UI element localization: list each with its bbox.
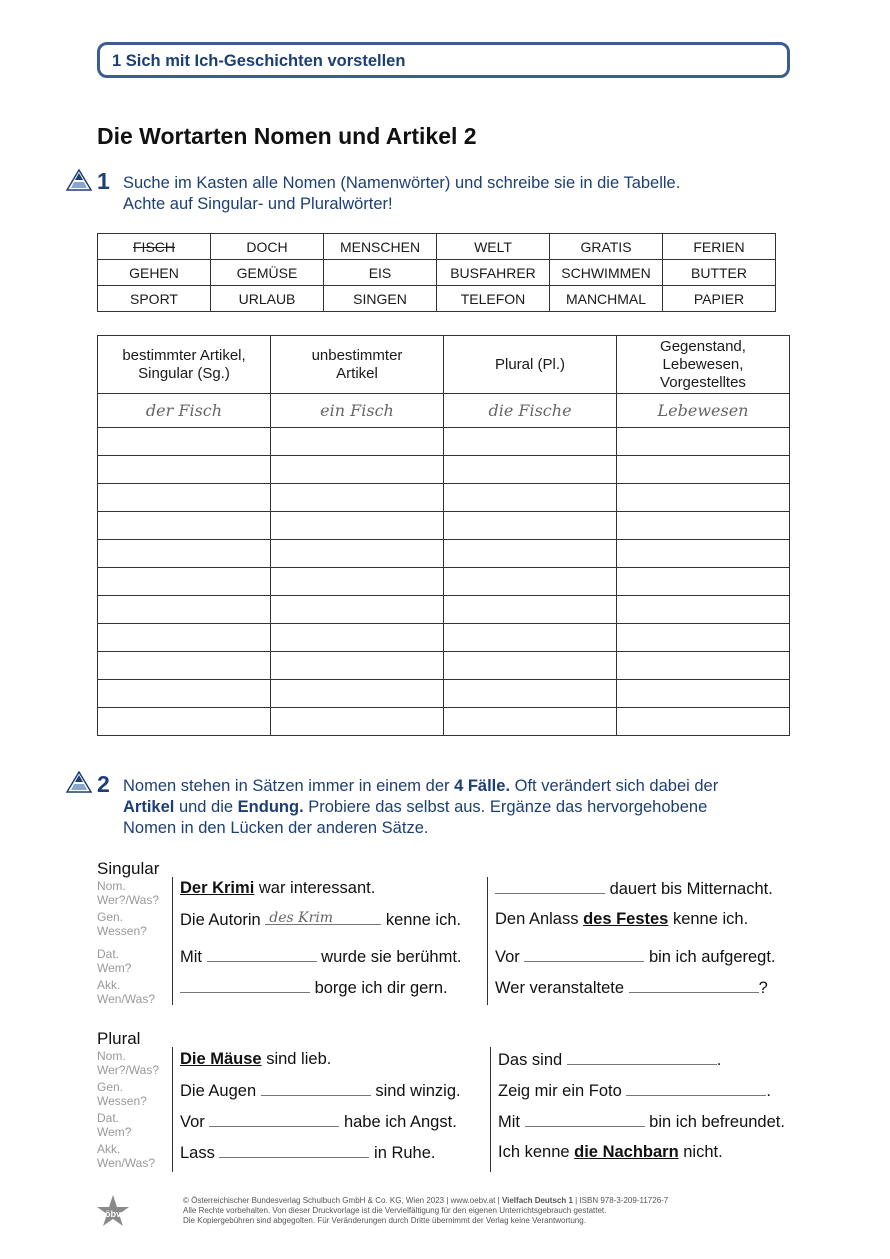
answer-cell[interactable] [444, 596, 617, 624]
answer-cell[interactable] [98, 428, 271, 456]
answer-cell[interactable] [98, 652, 271, 680]
chapter-title: 1 Sich mit Ich-Geschichten vorstellen [112, 52, 406, 70]
word-cell: BUSFAHRER [437, 260, 550, 286]
word-cell: URLAUB [211, 286, 324, 312]
example-indefinite: ein Fisch [271, 394, 444, 428]
example-plural: die Fische [444, 394, 617, 428]
column-divider [172, 1047, 173, 1172]
plural-right-nom: Das sind . [498, 1051, 722, 1069]
footer-line-1: © Österreichischer Bundesverlag Schulbuch GmbH & Co. KG, Wien 2023 | www.oebv.at | Vielfach Deutsch 1 | ISBN 978-3-209-11726-7 [183, 1196, 669, 1205]
word-cell: WELT [437, 234, 550, 260]
task-2-line-2: Artikel und die Endung. Probiere das selbst aus. Ergänze das hervorgehobene [123, 798, 708, 816]
case-label-dat: Dat. Wem? [97, 1111, 132, 1139]
answer-cell[interactable] [271, 484, 444, 512]
task-1-line-1: Suche im Kasten alle Nomen (Namenwörter) und schreibe sie in die Tabelle. [123, 174, 681, 192]
answer-blank[interactable] [525, 1112, 645, 1127]
answer-cell[interactable] [98, 596, 271, 624]
answer-cell[interactable] [98, 568, 271, 596]
answer-cell[interactable] [617, 456, 790, 484]
answer-row [98, 652, 790, 680]
word-cell: BUTTER [663, 260, 776, 286]
singular-right-gen: Den Anlass des Festes kenne ich. [495, 910, 749, 928]
answer-blank[interactable] [219, 1143, 369, 1158]
word-cell: FISCH [98, 234, 211, 260]
word-cell: GEHEN [98, 260, 211, 286]
answer-blank[interactable] [626, 1081, 766, 1096]
word-box [97, 233, 776, 312]
answer-cell[interactable] [271, 456, 444, 484]
answer-cell[interactable] [617, 624, 790, 652]
word-cell: FERIEN [663, 234, 776, 260]
answer-cell[interactable] [617, 680, 790, 708]
answer-cell[interactable] [444, 652, 617, 680]
word-cell: DOCH [211, 234, 324, 260]
answer-blank[interactable]: des Krim [265, 910, 381, 925]
singular-right-dat: Vor bin ich aufgeregt. [495, 948, 776, 966]
answer-cell[interactable] [98, 512, 271, 540]
answer-cell[interactable] [271, 624, 444, 652]
answer-cell[interactable] [617, 652, 790, 680]
answer-cell[interactable] [444, 680, 617, 708]
page-title: Die Wortarten Nomen und Artikel 2 [97, 123, 477, 149]
case-label-akk: Akk. Wen/Was? [97, 978, 156, 1006]
column-header-plural: Plural (Pl.) [444, 336, 617, 394]
answer-cell[interactable] [271, 596, 444, 624]
case-label-gen: Gen. Wessen? [97, 1080, 147, 1108]
word-cell: GRATIS [550, 234, 663, 260]
task-1-number: 1 [97, 168, 110, 194]
answer-cell[interactable] [617, 596, 790, 624]
case-label-dat: Dat. Wem? [97, 947, 132, 975]
case-label-akk: Akk. Wen/Was? [97, 1142, 156, 1170]
answer-row [98, 456, 790, 484]
footer-copyright [183, 1196, 668, 1226]
task-2-line-3: Nomen in den Lücken der anderen Sätze. [123, 819, 429, 837]
task-1-instructions [123, 173, 680, 215]
word-row [98, 234, 776, 260]
column-divider [172, 877, 173, 1005]
footer-line-2: Alle Rechte vorbehalten. Von dieser Druckvorlage ist die Vervielfältigung für den eigenen Unterrichtsgebrauch gestattet. [183, 1206, 607, 1215]
answer-cell[interactable] [444, 624, 617, 652]
plural-heading: Plural [97, 1029, 141, 1048]
plural-right-dat: Mit bin ich befreundet. [498, 1113, 785, 1131]
answer-cell[interactable] [271, 428, 444, 456]
answer-row [98, 540, 790, 568]
singular-right-nom: dauert bis Mitternacht. [495, 879, 773, 899]
task-2-line-1: Nomen stehen in Sätzen immer in einem der 4 Fälle. Oft verändert sich dabei der [123, 777, 719, 795]
word-cell: TELEFON [437, 286, 550, 312]
answer-table [97, 335, 790, 736]
plural-left-dat: Vor habe ich Angst. [180, 1113, 457, 1131]
answer-row [98, 596, 790, 624]
answer-cell[interactable] [98, 456, 271, 484]
word-cell: SINGEN [324, 286, 437, 312]
column-header-indefinite-article: unbestimmter Artikel [271, 336, 444, 394]
answer-row [98, 708, 790, 736]
answer-blank[interactable] [209, 1112, 339, 1127]
answer-cell[interactable] [444, 428, 617, 456]
answer-blank[interactable] [567, 1050, 717, 1065]
singular-left-nom: Der Krimi war interessant. [180, 879, 376, 897]
answer-cell[interactable] [271, 680, 444, 708]
word-cell: SCHWIMMEN [550, 260, 663, 286]
plural-left-nom: Die Mäuse sind lieb. [180, 1050, 332, 1068]
answer-cell[interactable] [98, 680, 271, 708]
answer-cell[interactable] [444, 568, 617, 596]
answer-cell[interactable] [98, 540, 271, 568]
difficulty-triangle-icon [66, 771, 92, 793]
answer-cell[interactable] [271, 540, 444, 568]
word-cell: MENSCHEN [324, 234, 437, 260]
answer-cell[interactable] [444, 708, 617, 736]
word-cell: GEMÜSE [211, 260, 324, 286]
task-1-line-2: Achte auf Singular- und Pluralwörter! [123, 195, 393, 213]
singular-right-akk: Wer veranstaltete ? [495, 979, 768, 997]
answer-cell[interactable] [444, 540, 617, 568]
answer-cell[interactable] [617, 540, 790, 568]
answer-cell[interactable] [617, 568, 790, 596]
example-definite: der Fisch [98, 394, 271, 428]
answer-blank[interactable] [180, 978, 310, 993]
answer-row [98, 428, 790, 456]
answer-cell[interactable] [271, 568, 444, 596]
answer-cell[interactable] [444, 484, 617, 512]
plural-right-akk: Ich kenne die Nachbarn nicht. [498, 1143, 723, 1161]
word-cell: MANCHMAL [550, 286, 663, 312]
word-row [98, 260, 776, 286]
plural-left-akk: Lass in Ruhe. [180, 1144, 436, 1162]
answer-row [98, 680, 790, 708]
answer-cell[interactable] [617, 428, 790, 456]
plural-left-gen: Die Augen sind winzig. [180, 1082, 461, 1100]
answer-cell[interactable] [617, 708, 790, 736]
answer-cell[interactable] [271, 652, 444, 680]
task-2-instructions [123, 776, 718, 839]
answer-cell[interactable] [271, 512, 444, 540]
case-label-nom: Nom. Wer?/Was? [97, 1049, 160, 1077]
task-2-number: 2 [97, 771, 110, 797]
word-cell: PAPIER [663, 286, 776, 312]
column-header-definite-article: bestimmter Artikel, Singular (Sg.) [98, 336, 271, 394]
answer-cell[interactable] [444, 512, 617, 540]
answer-blank[interactable] [524, 947, 644, 962]
svg-text:öbv: öbv [104, 1209, 122, 1219]
answer-cell[interactable] [98, 708, 271, 736]
column-divider [487, 877, 488, 1005]
answer-table-header-row [98, 336, 790, 394]
singular-heading: Singular [97, 859, 160, 878]
answer-blank[interactable] [207, 947, 317, 962]
singular-left-gen: Die Autorin des Krim kenne ich. [180, 910, 462, 929]
case-label-gen: Gen. Wessen? [97, 910, 147, 938]
answer-cell[interactable] [98, 484, 271, 512]
example-row [98, 394, 790, 428]
answer-cell[interactable] [98, 624, 271, 652]
plural-right-gen: Zeig mir ein Foto . [498, 1082, 771, 1100]
answer-blank[interactable] [495, 879, 605, 894]
answer-row [98, 484, 790, 512]
word-cell: EIS [324, 260, 437, 286]
word-cell: SPORT [98, 286, 211, 312]
answer-row [98, 624, 790, 652]
column-header-category: Gegenstand, Lebewesen, Vorgestelltes [617, 336, 790, 394]
answer-row [98, 568, 790, 596]
answer-row [98, 512, 790, 540]
answer-cell[interactable] [617, 512, 790, 540]
answer-cell[interactable] [271, 708, 444, 736]
example-category: Lebewesen [617, 394, 790, 428]
answer-blank[interactable] [261, 1081, 371, 1096]
singular-left-akk: borge ich dir gern. [180, 978, 448, 998]
footer-line-3: Die Kopiergebühren sind abgegolten. Für Veränderungen durch Dritte übernimmt der Verlag keine Verantwortung. [183, 1216, 586, 1225]
answer-cell[interactable] [444, 456, 617, 484]
difficulty-triangle-icon [66, 169, 92, 191]
column-divider [490, 1047, 491, 1172]
answer-blank[interactable] [629, 978, 759, 993]
case-label-nom: Nom. Wer?/Was? [97, 879, 160, 907]
singular-left-dat: Mit wurde sie berühmt. [180, 948, 462, 966]
publisher-logo-icon [96, 1194, 130, 1228]
answer-cell[interactable] [617, 484, 790, 512]
word-row [98, 286, 776, 312]
